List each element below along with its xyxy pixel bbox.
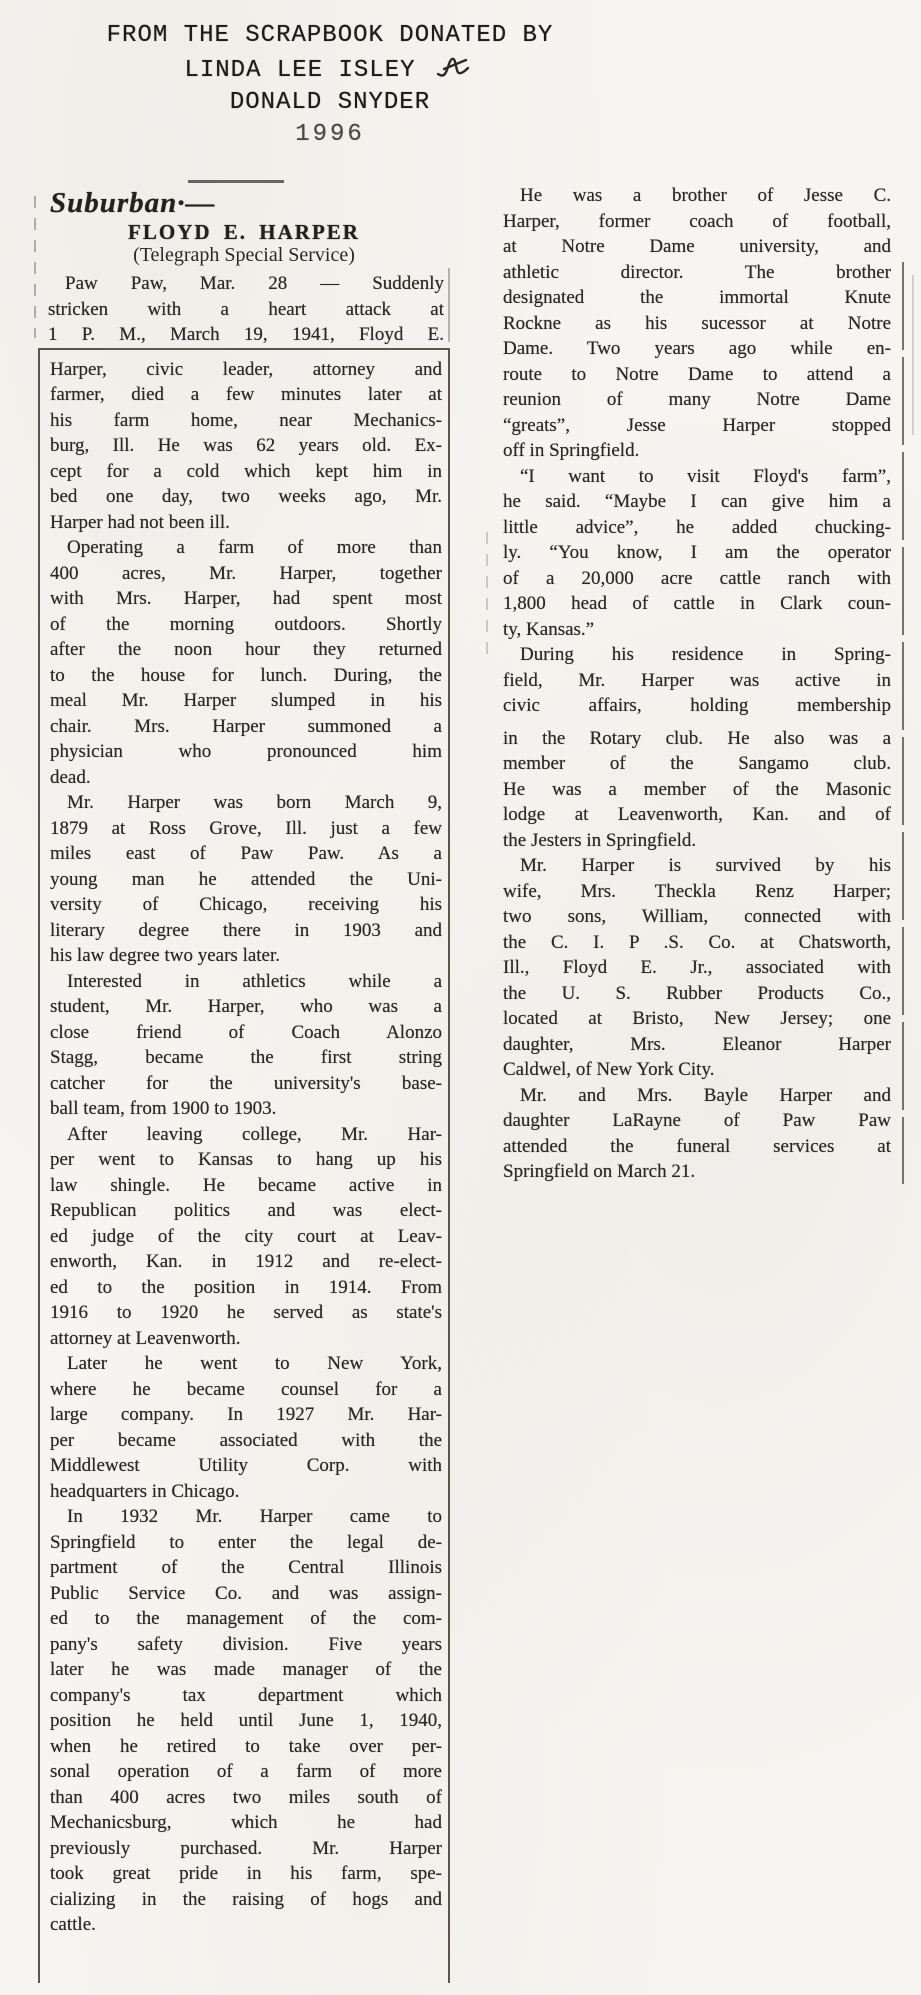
text-line: wife, Mrs. Theckla Renz Harper; (503, 880, 891, 902)
text-line: at Notre Dame university, and (503, 236, 891, 257)
text-line: athletic director. The brother (503, 261, 891, 283)
text-line: In 1932 Mr. Harper came to (67, 1506, 442, 1527)
text-line: ed judge of the city court at Leav- (50, 1225, 442, 1247)
text-line: of the morning outdoors. Shortly (50, 613, 442, 635)
paragraph (50, 1122, 442, 1352)
handwritten-mark-icon (430, 52, 476, 82)
text-line: his law degree two years later. (50, 945, 281, 966)
text-line: Mr. Harper is survived by his (520, 855, 891, 876)
text-line: enworth, Kan. in 1912 and re-elect- (50, 1251, 442, 1272)
section-rule (188, 180, 284, 183)
text-line: previously purchased. Mr. Harper (50, 1837, 442, 1859)
text-line: Mechanicsburg, which he had (50, 1812, 442, 1833)
text-line: later he was made manager of the (50, 1659, 442, 1680)
text-line: Paw Paw, Mar. 28 — Suddenly (65, 273, 444, 294)
text-line: off in Springfield. (503, 440, 640, 461)
text-line: two sons, William, connected with (503, 906, 891, 927)
text-line: daughter LaRayne of Paw Paw (503, 1110, 891, 1131)
text-line: Harper, former coach of football, (503, 210, 891, 232)
text-line: dead. (50, 766, 91, 788)
text-line: law shingle. He became active in (50, 1174, 442, 1196)
text-line: 1916 to 1920 he served as state's (50, 1302, 442, 1323)
text-line: Springfield to enter the legal de- (50, 1531, 442, 1553)
text-line: Operating a farm of more than (67, 537, 442, 558)
scan-edge-line (486, 532, 488, 662)
text-line: versity of Chicago, receiving his (50, 894, 442, 915)
text-line: the U. S. Rubber Products Co., (503, 982, 891, 1004)
text-line: stricken with a heart attack at (48, 298, 444, 320)
text-line: Public Service Co. and was assign- (50, 1582, 442, 1604)
typed-header-year: 1996 (295, 121, 365, 148)
text-line: After leaving college, Mr. Har- (67, 1123, 442, 1145)
text-line: little advice”, he added chucking- (503, 516, 891, 538)
paragraph (50, 969, 442, 1122)
text-line: to the house for lunch. During, the (50, 664, 442, 686)
text-line: position he held until June 1, 1940, (50, 1710, 442, 1731)
text-line: 1 P. M., March 19, 1941, Floyd E. (48, 324, 444, 345)
text-line: route to Notre Dame to attend a (503, 363, 891, 385)
text-line: Middlewest Utility Corp. with (50, 1455, 442, 1476)
text-line: student, Mr. Harper, who was a (50, 996, 442, 1017)
text-line: ball team, from 1900 to 1903. (50, 1098, 277, 1119)
text-line: Harper, civic leader, attorney and (50, 358, 442, 380)
paragraph (503, 642, 891, 853)
text-line: attorney at Leavenworth. (50, 1327, 241, 1349)
paragraph (50, 535, 442, 790)
paragraph (50, 357, 442, 536)
text-line: Ill., Floyd E. Jr., associated with (503, 957, 891, 978)
section-label: Suburban·— (50, 187, 216, 219)
scan-edge-line (912, 275, 914, 435)
text-line: During his residence in Spring- (520, 644, 891, 665)
text-line: catcher for the university's base- (50, 1072, 442, 1094)
text-line: cattle. (50, 1914, 96, 1935)
text-line: Republican politics and was elect- (50, 1200, 442, 1221)
text-line: daughter, Mrs. Eleanor Harper (503, 1033, 891, 1055)
paragraph (503, 1083, 891, 1185)
text-line: “greats”, Jesse Harper stopped (503, 414, 891, 436)
text-line: Interested in athletics while a (67, 970, 442, 992)
text-line: than 400 acres two miles south of (50, 1786, 442, 1808)
lede-paragraph (38, 271, 450, 348)
text-line: cializing in the raising of hogs and (50, 1888, 442, 1910)
text-line: sonal operation of a farm of more (50, 1761, 442, 1782)
text-line: cept for a cold which kept him in (50, 460, 442, 482)
text-line: located at Bristo, New Jersey; one (503, 1008, 891, 1029)
text-line: civic affairs, holding membership (503, 695, 891, 716)
text-line: pany's safety division. Five years (50, 1633, 442, 1655)
scan-edge-line (902, 262, 904, 1184)
text-line: reunion of many Notre Dame (503, 389, 891, 410)
text-line: 1879 at Ross Grove, Ill. just a few (50, 817, 442, 839)
text-line: Springfield on March 21. (503, 1161, 696, 1182)
paragraph (50, 1351, 442, 1504)
text-line: farmer, died a few minutes later at (50, 384, 442, 405)
article-headline: FLOYD E. HARPER (128, 220, 360, 244)
text-line: Later he went to New York, (67, 1353, 442, 1374)
text-line: ly. “You know, I am the operator (503, 542, 891, 563)
typed-header (0, 20, 660, 151)
text-line: designated the immortal Knute (503, 287, 891, 308)
text-line: Mr. and Mrs. Bayle Harper and (520, 1084, 891, 1106)
paragraph (503, 464, 891, 643)
text-line: after the noon hour they returned (50, 639, 442, 660)
text-line: close friend of Coach Alonzo (50, 1021, 442, 1043)
text-line: lodge at Leavenworth, Kan. and of (503, 804, 891, 825)
text-line: the C. I. P .S. Co. at Chatsworth, (503, 931, 891, 953)
paragraph (50, 1504, 442, 1938)
text-line: per became associated with the (50, 1429, 442, 1451)
text-line: literary degree there in 1903 and (50, 919, 442, 941)
text-line: the Jesters in Springfield. (503, 829, 697, 851)
text-line: young man he attended the Uni- (50, 868, 442, 890)
text-line: 1,800 head of cattle in Clark coun- (503, 593, 891, 614)
article-byline: (Telegraph Special Service) (133, 244, 355, 266)
paragraph (503, 183, 891, 464)
text-line: burg, Ill. He was 62 years old. Ex- (50, 435, 442, 456)
text-line: Mr. Harper was born March 9, (67, 792, 442, 813)
text-line: company's tax department which (50, 1684, 442, 1706)
text-line: Harper had not been ill. (50, 511, 230, 533)
typed-header-line2 (0, 52, 660, 87)
text-line: He was a brother of Jesse C. (520, 185, 891, 206)
text-line: his farm home, near Mechanics- (50, 409, 442, 431)
text-line: “I want to visit Floyd's farm”, (520, 465, 891, 487)
text-line: partment of the Central Illinois (50, 1557, 442, 1578)
text-line: member of the Sangamo club. (503, 753, 891, 774)
text-line: headquarters in Chicago. (50, 1480, 240, 1502)
text-line: of a 20,000 acre cattle ranch with (503, 567, 891, 589)
article-right-column (503, 178, 891, 1185)
text-line: he said. “Maybe I can give him a (503, 491, 891, 512)
typed-header-line3: DONALD SNYDER (229, 89, 431, 116)
scan-edge-line (34, 196, 36, 338)
paragraph (50, 790, 442, 969)
text-line: ed to the management of the com- (50, 1608, 442, 1629)
text-line: in the Rotary club. He also was a (503, 727, 891, 749)
typed-header-line1: FROM THE SCRAPBOOK DONATED BY (106, 22, 554, 49)
paragraph (503, 853, 891, 1083)
text-line: field, Mr. Harper was active in (503, 669, 891, 691)
text-line: bed one day, two weeks ago, Mr. (50, 486, 442, 507)
text-line: large company. In 1927 Mr. Har- (50, 1404, 442, 1425)
text-line: per went to Kansas to hang up his (50, 1149, 442, 1170)
text-line: where he became counsel for a (50, 1378, 442, 1400)
text-line: meal Mr. Harper slumped in his (50, 690, 442, 711)
text-line: ed to the position in 1914. From (50, 1276, 442, 1298)
text-line: Rockne as his sucessor at Notre (503, 312, 891, 334)
text-line: attended the funeral services at (503, 1135, 891, 1157)
text-line: Stagg, became the first string (50, 1047, 442, 1068)
donor-name: LINDA LEE ISLEY (184, 57, 416, 84)
text-line: miles east of Paw Paw. As a (50, 843, 442, 864)
text-line: took great pride in his farm, spe- (50, 1863, 442, 1884)
text-line: Dame. Two years ago while en- (503, 338, 891, 359)
text-line: He was a member of the Masonic (503, 778, 891, 800)
text-line: ty, Kansas.” (503, 618, 595, 640)
boxed-article-body (38, 348, 450, 1983)
text-line: with Mrs. Harper, had spent most (50, 588, 442, 609)
text-line: physician who pronounced him (50, 741, 442, 762)
text-line: chair. Mrs. Harper summoned a (50, 715, 442, 737)
text-line: when he retired to take over per- (50, 1735, 442, 1757)
paragraph (48, 271, 444, 348)
article-left-column (38, 178, 450, 1983)
text-line: 400 acres, Mr. Harper, together (50, 562, 442, 584)
text-line: Caldwel, of New York City. (503, 1059, 715, 1080)
